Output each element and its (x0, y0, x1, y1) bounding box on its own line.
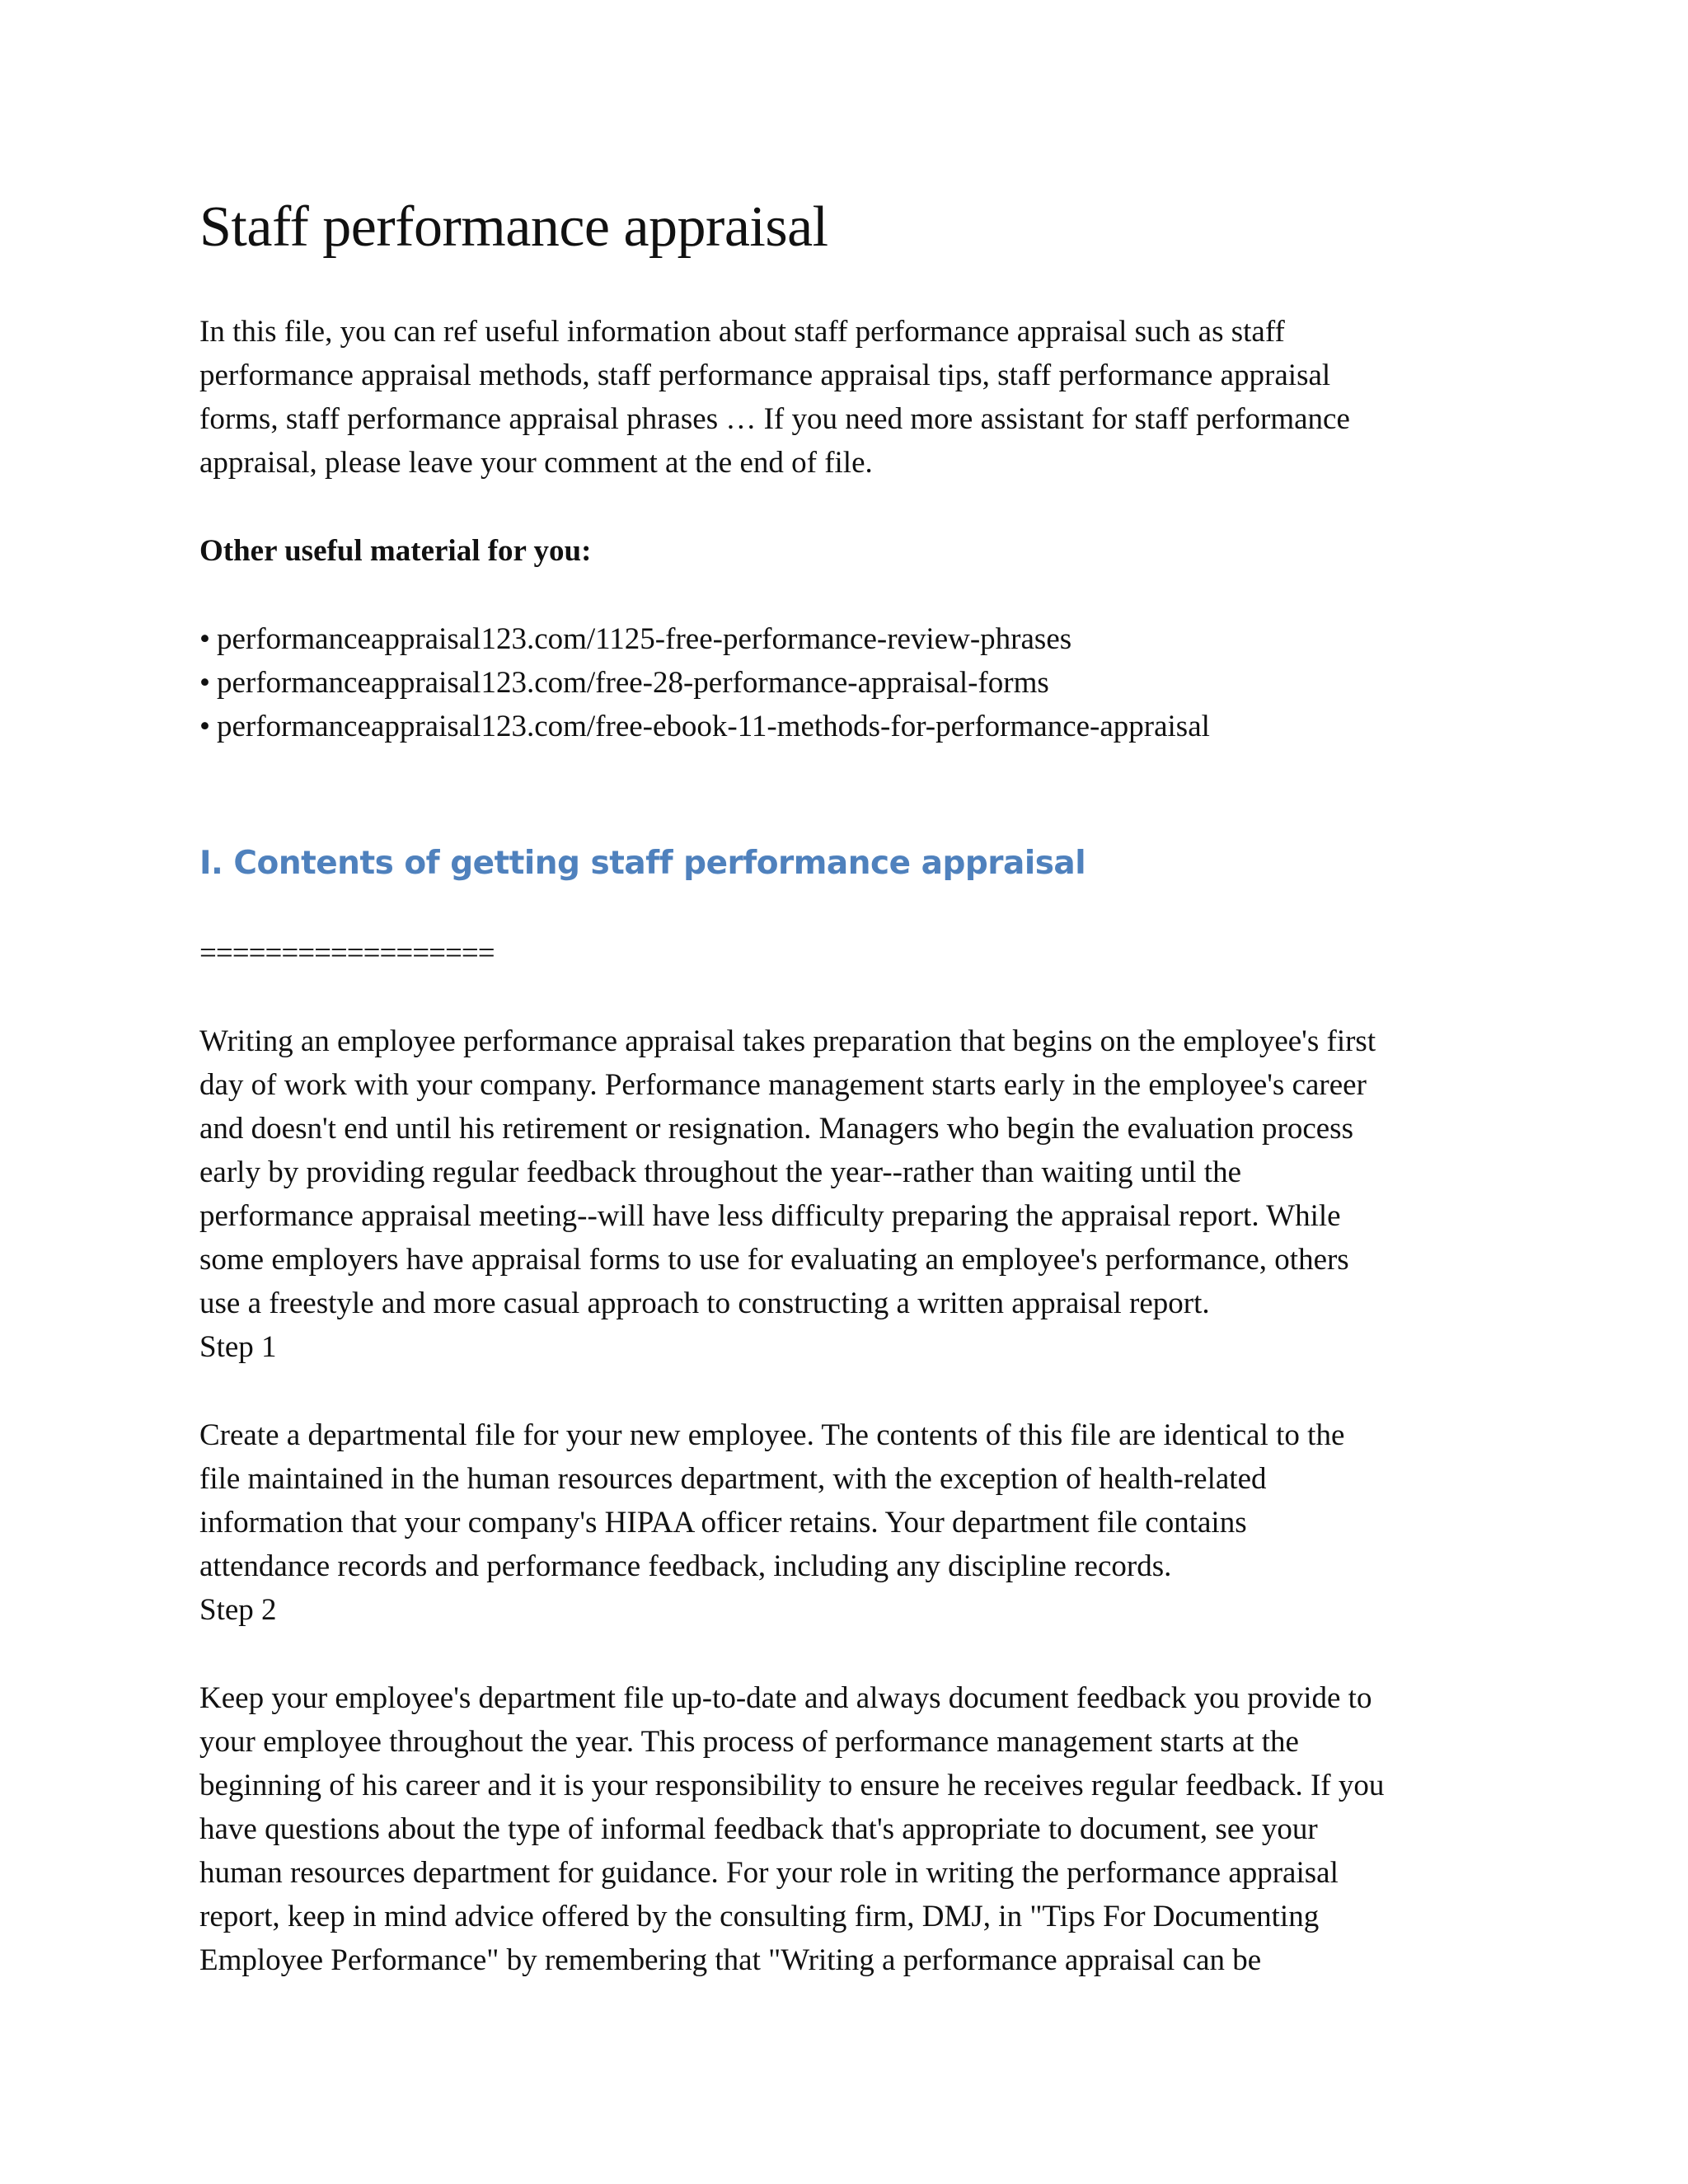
section-divider: ================== (199, 936, 495, 970)
paragraph-line: use a freestyle and more casual approach to constructing a written appraisal report. (199, 1286, 1210, 1320)
paragraph-line: your employee throughout the year. This process of performance management starts at the (199, 1725, 1299, 1759)
intro-line: forms, staff performance appraisal phrases … If you need more assistant for staff performance (199, 402, 1350, 436)
paragraph-line: file maintained in the human resources department, with the exception of health-related (199, 1462, 1267, 1496)
paragraph-line: Create a departmental file for your new employee. The contents of this file are identical to the (199, 1418, 1345, 1452)
paragraph-line: human resources department for guidance. For your role in writing the performance appraisal (199, 1856, 1339, 1890)
paragraph-line: report, keep in mind advice offered by the consulting firm, DMJ, in "Tips For Documenting (199, 1900, 1320, 1933)
step-label: Step 1 (199, 1330, 277, 1364)
step2-paragraph (199, 1676, 1518, 1982)
section-heading: I. Contents of getting staff performance appraisal (199, 845, 1086, 882)
paragraph-line: have questions about the type of informal feedback that's appropriate to document, see your (199, 1812, 1318, 1846)
other-material-heading: Other useful material for you: (199, 534, 592, 568)
paragraph-line: day of work with your company. Performance management starts early in the employee's career (199, 1068, 1367, 1102)
paragraph-line: Writing an employee performance appraisal takes preparation that begins on the employee's first (199, 1024, 1376, 1058)
useful-links-list (199, 617, 1518, 748)
bullet-icon: • (199, 710, 210, 743)
step1-paragraph (199, 1413, 1518, 1632)
useful-link-text[interactable]: performanceappraisal123.com/free-28-performance-appraisal-forms (216, 666, 1049, 700)
useful-link-text[interactable]: performanceappraisal123.com/free-ebook-11-methods-for-performance-appraisal (216, 710, 1210, 743)
paragraph-line: some employers have appraisal forms to use for evaluating an employee's performance, others (199, 1243, 1349, 1277)
document-page (199, 194, 1518, 1982)
paragraph-line: beginning of his career and it is your responsibility to ensure he receives regular feedback. If you (199, 1769, 1385, 1802)
useful-link-text[interactable]: performanceappraisal123.com/1125-free-performance-review-phrases (216, 622, 1072, 656)
paragraph-line: attendance records and performance feedback, including any discipline records. (199, 1549, 1172, 1583)
intro-line: In this file, you can ref useful information about staff performance appraisal such as staff (199, 315, 1285, 349)
paragraph-line: information that your company's HIPAA officer retains. Your department file contains (199, 1506, 1247, 1540)
step-label: Step 2 (199, 1593, 277, 1627)
intro-paragraph (199, 310, 1518, 485)
paragraph-line: and doesn't end until his retirement or resignation. Managers who begin the evaluation process (199, 1112, 1353, 1146)
useful-link-item[interactable] (199, 617, 1518, 661)
bullet-icon: • (199, 666, 210, 700)
document-title: Staff performance appraisal (199, 195, 828, 259)
body-paragraph (199, 1019, 1518, 1369)
paragraph-line: early by providing regular feedback throughout the year--rather than waiting until the (199, 1155, 1241, 1189)
paragraph-line: performance appraisal meeting--will have less difficulty preparing the appraisal report. While (199, 1199, 1341, 1233)
paragraph-line: Employee Performance" by remembering that "Writing a performance appraisal can be (199, 1943, 1262, 1977)
intro-line: performance appraisal methods, staff performance appraisal tips, staff performance appraisal (199, 359, 1331, 392)
paragraph-line: Keep your employee's department file up-to-date and always document feedback you provide to (199, 1681, 1372, 1715)
bullet-icon: • (199, 622, 210, 656)
useful-link-item[interactable] (199, 705, 1518, 748)
intro-line: appraisal, please leave your comment at the end of file. (199, 446, 873, 480)
useful-link-item[interactable] (199, 661, 1518, 705)
